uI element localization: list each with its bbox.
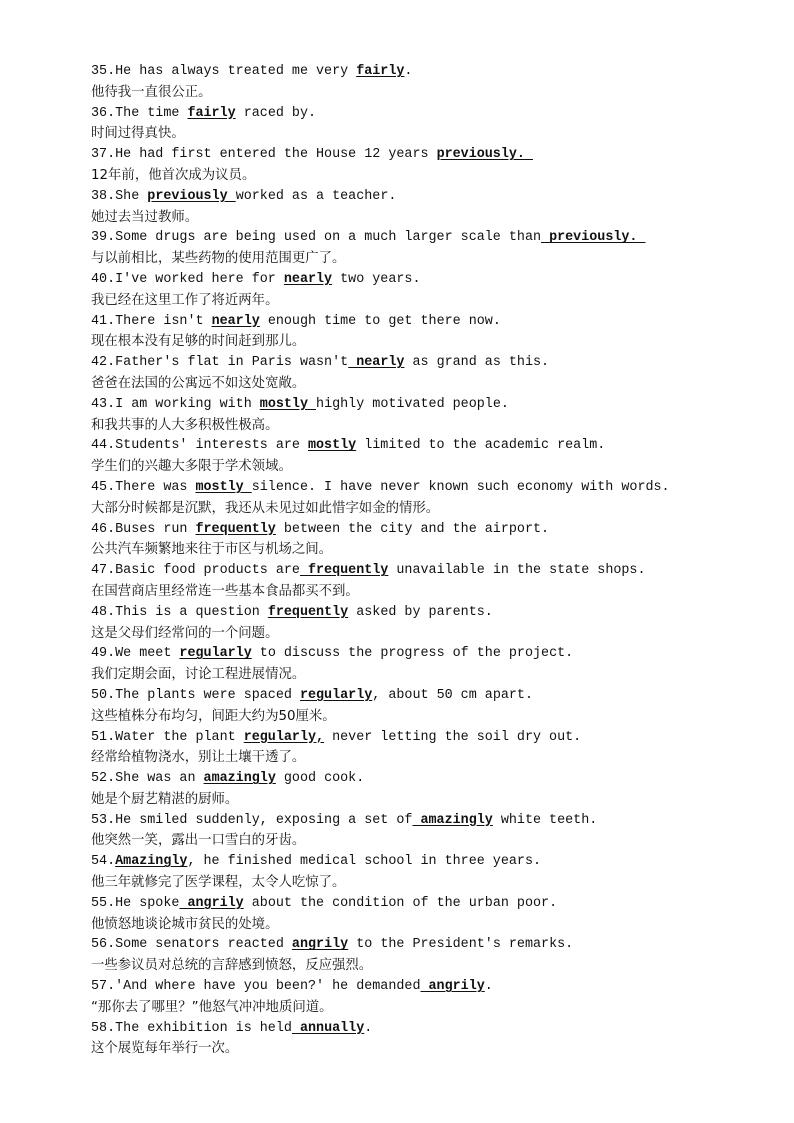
sentence-number: 46 [91, 521, 108, 537]
sentence-english [91, 270, 711, 291]
sentence-chinese: 她过去当过教师。 [91, 209, 199, 225]
sentence-chinese: 学生们的兴趣大多限于学术领域。 [91, 459, 292, 475]
sentence-english [91, 145, 711, 166]
sentence-pre: The exhibition is held [115, 1020, 292, 1036]
sentence-number: 57 [91, 979, 108, 995]
sentence-dot: . [107, 479, 116, 495]
sentence-number: 45 [91, 479, 108, 495]
sentence-chinese: 他愤怒地谈论城市贫民的处境。 [91, 916, 279, 932]
sentence-keyword: fairly [187, 105, 236, 121]
sentence-chinese: 我们定期会面，讨论工程进展情况。 [91, 667, 306, 683]
sentence-pre: He had first entered the House 12 years [115, 147, 437, 163]
sentence-dot: . [107, 105, 116, 121]
sentence-english [91, 312, 711, 333]
sentence-dot: . [107, 271, 116, 287]
sentence-chinese: 这个展览每年举行一次。 [91, 1041, 239, 1057]
sentence-post: , he finished medical school in three years. [187, 854, 542, 870]
sentence-chinese: 时间过得真快。 [91, 126, 185, 142]
sentence-pre: She [115, 188, 148, 204]
sentence-english [91, 728, 711, 749]
sentence-post: to discuss the progress of the project. [251, 646, 574, 662]
sentence-number: 54 [91, 854, 108, 870]
sentence-number: 58 [91, 1020, 108, 1036]
sentence-number: 41 [91, 313, 108, 329]
sentence-pre: There was [115, 479, 196, 495]
sentence-pre: The time [115, 105, 188, 121]
sentence-number: 36 [91, 105, 108, 121]
sentence-english [91, 977, 711, 998]
sentence-number: 40 [91, 271, 108, 287]
sentence-chinese: 他待我一直很公正。 [91, 84, 212, 100]
sentence-post: about the condition of the urban poor. [243, 895, 558, 911]
sentence-chinese: 12年前，他首次成为议员。 [91, 167, 256, 183]
sentence-keyword: mostly [259, 396, 317, 412]
sentence-keyword: fairly [356, 64, 405, 79]
sentence-post: . [484, 979, 493, 995]
sentence-english [91, 603, 711, 624]
sentence-keyword: previously. [436, 147, 533, 163]
sentence-pre: Students' interests are [115, 438, 308, 454]
sentence-english [91, 561, 711, 582]
sentence-post: to the President's remarks. [348, 937, 574, 953]
sentence-chinese: 他三年就修完了医学课程，太令人吃惊了。 [91, 875, 346, 891]
sentence-english [91, 1019, 711, 1040]
sentence-pre: Buses run [115, 521, 196, 537]
sentence-keyword: nearly [211, 313, 260, 329]
sentence-keyword: previously. [541, 230, 646, 246]
sentence-keyword: frequently [299, 563, 389, 579]
sentence-chinese: 大部分时候都是沉默，我还从未见过如此惜字如金的情形。 [91, 500, 440, 516]
sentence-chinese: 这是父母们经常问的一个问题。 [91, 625, 279, 641]
sentence-post: worked as a teacher. [235, 188, 397, 204]
sentence-english [91, 644, 711, 665]
sentence-keyword: previously [147, 188, 236, 204]
sentence-keyword: Amazingly [115, 854, 188, 870]
sentence-dot: . [107, 230, 116, 246]
sentence-post: , about 50 cm apart. [372, 687, 533, 703]
sentence-number: 48 [91, 604, 108, 620]
sentence-number: 42 [91, 355, 108, 371]
sentence-keyword: mostly [307, 438, 357, 454]
sentence-number: 37 [91, 147, 108, 163]
sentence-chinese: 经常给植物浇水，别让土壤干透了。 [91, 750, 306, 766]
sentence-number: 39 [91, 230, 108, 246]
sentence-dot: . [107, 687, 116, 703]
sentence-chinese: 在国营商店里经常连一些基本食品都买不到。 [91, 583, 359, 599]
sentence-pre: He has always treated me very [115, 64, 357, 79]
sentence-pre: The plants were spaced [115, 687, 300, 703]
sentence-english [91, 436, 711, 457]
sentence-english [91, 686, 711, 707]
sentence-pre: There isn't [115, 313, 212, 329]
sentence-english [91, 187, 711, 208]
sentence-number: 56 [91, 937, 108, 953]
sentence-pre: Father's flat in Paris wasn't [115, 355, 349, 371]
sentence-number: 44 [91, 438, 108, 454]
sentence-number: 52 [91, 771, 108, 787]
sentence-post: white teeth. [492, 812, 598, 828]
sentence-number: 47 [91, 563, 108, 579]
sentence-dot: . [107, 313, 116, 329]
sentence-keyword: amazingly [412, 812, 493, 828]
sentence-number: 50 [91, 687, 108, 703]
sentence-dot: . [107, 937, 116, 953]
sentence-keyword: regularly [179, 646, 252, 662]
sentence-english [91, 769, 711, 790]
sentence-chinese: 爸爸在法国的公寓远不如这处宽敞。 [91, 375, 306, 391]
sentence-keyword: frequently [195, 521, 276, 537]
sentence-english [91, 353, 711, 374]
sentence-english [91, 520, 711, 541]
sentence-number: 35 [91, 64, 108, 79]
sentence-chinese: 她是个厨艺精湛的厨师。 [91, 791, 239, 807]
sentence-number: 49 [91, 646, 108, 662]
sentence-keyword: angrily [420, 979, 485, 995]
sentence-post: asked by parents. [348, 604, 493, 620]
sentence-dot: . [107, 521, 116, 537]
sentence-keyword: amazingly [203, 771, 276, 787]
sentence-chinese: 和我共事的人大多积极性极高。 [91, 417, 279, 433]
sentence-dot: . [107, 563, 116, 579]
sentence-post: . [404, 64, 413, 79]
sentence-post: good cook. [275, 771, 365, 787]
sentence-chinese: 我已经在这里工作了将近两年。 [91, 292, 279, 308]
sentence-keyword: annually [291, 1020, 365, 1036]
sentence-english [91, 62, 711, 83]
sentence-pre: Some senators reacted [115, 937, 292, 953]
sentence-english [91, 104, 711, 125]
sentence-english [91, 894, 711, 915]
sentence-dot: . [107, 438, 116, 454]
sentence-dot: . [107, 604, 116, 620]
sentence-pre: I've worked here for [115, 271, 284, 287]
sentence-pre: We meet [115, 646, 180, 662]
sentence-post: silence. I have never known such economy with words. [251, 479, 670, 495]
sentence-pre: This is a question [115, 604, 268, 620]
sentence-keyword: mostly [195, 479, 252, 495]
sentence-number: 43 [91, 396, 108, 412]
sentence-chinese: 公共汽车频繁地来往于市区与机场之间。 [91, 542, 333, 558]
sentence-dot: . [107, 64, 116, 79]
sentence-keyword: angrily [179, 895, 244, 911]
sentence-chinese: 他突然一笑，露出一口雪白的牙齿。 [91, 833, 306, 849]
sentence-post: never letting the soil dry out. [324, 729, 582, 745]
sentence-dot: . [107, 854, 116, 870]
sentence-pre: He spoke [115, 895, 180, 911]
sentence-dot: . [107, 895, 116, 911]
sentence-chinese: 一些参议员对总统的言辞感到愤怒，反应强烈。 [91, 958, 373, 974]
sentence-post: two years. [332, 271, 421, 287]
sentence-pre: 'And where have you been?' he demanded [115, 979, 421, 995]
sentence-chinese: 这些植株分布均匀，间距大约为50厘米。 [91, 708, 336, 724]
sentence-number: 38 [91, 188, 108, 204]
sentence-pre: Basic food products are [115, 563, 300, 579]
sentence-chinese: 与以前相比，某些药物的使用范围更广了。 [91, 251, 346, 267]
sentence-dot: . [107, 729, 116, 745]
sentence-post: enough time to get there now. [259, 313, 501, 329]
sentence-post: as grand as this. [404, 355, 550, 371]
sentence-keyword: angrily [291, 937, 349, 953]
sentence-number: 51 [91, 729, 108, 745]
sentence-keyword: nearly [348, 355, 405, 371]
sentence-dot: . [107, 979, 116, 995]
sentence-dot: . [107, 188, 116, 204]
sentence-dot: . [107, 355, 116, 371]
sentence-number: 53 [91, 812, 108, 828]
sentence-chinese: 现在根本没有足够的时间赶到那儿。 [91, 334, 306, 350]
sentence-english [91, 811, 711, 832]
sentence-pre: Some drugs are being used on a much larger scale than [115, 230, 542, 246]
sentence-post: . [364, 1020, 373, 1036]
sentence-english [91, 395, 711, 416]
sentence-number: 55 [91, 895, 108, 911]
sentence-dot: . [107, 771, 116, 787]
sentence-dot: . [107, 147, 116, 163]
sentence-english [91, 852, 711, 873]
sentence-keyword: regularly, [243, 729, 325, 745]
sentence-pre: I am working with [115, 396, 260, 412]
sentence-dot: . [107, 646, 116, 662]
sentence-pre: She was an [115, 771, 204, 787]
document-page [91, 62, 711, 1060]
sentence-post: raced by. [235, 105, 317, 121]
sentence-dot: . [107, 812, 116, 828]
sentence-keyword: regularly [299, 687, 373, 703]
sentence-post: highly motivated people. [316, 396, 509, 412]
sentence-keyword: nearly [283, 271, 333, 287]
sentence-english [91, 478, 711, 499]
sentence-dot: . [107, 1020, 116, 1036]
sentence-keyword: frequently [267, 604, 349, 620]
sentence-post: unavailable in the state shops. [388, 563, 646, 579]
sentence-post: between the city and the airport. [275, 521, 550, 537]
sentence-dot: . [107, 396, 116, 412]
sentence-chinese: “那你去了哪里？”他怒气冲冲地质问道。 [91, 999, 333, 1015]
sentence-pre: Water the plant [115, 729, 244, 745]
sentence-pre: He smiled suddenly, exposing a set of [115, 812, 413, 828]
sentence-english [91, 935, 711, 956]
sentence-post: limited to the academic realm. [356, 438, 606, 454]
sentence-english [91, 228, 711, 249]
